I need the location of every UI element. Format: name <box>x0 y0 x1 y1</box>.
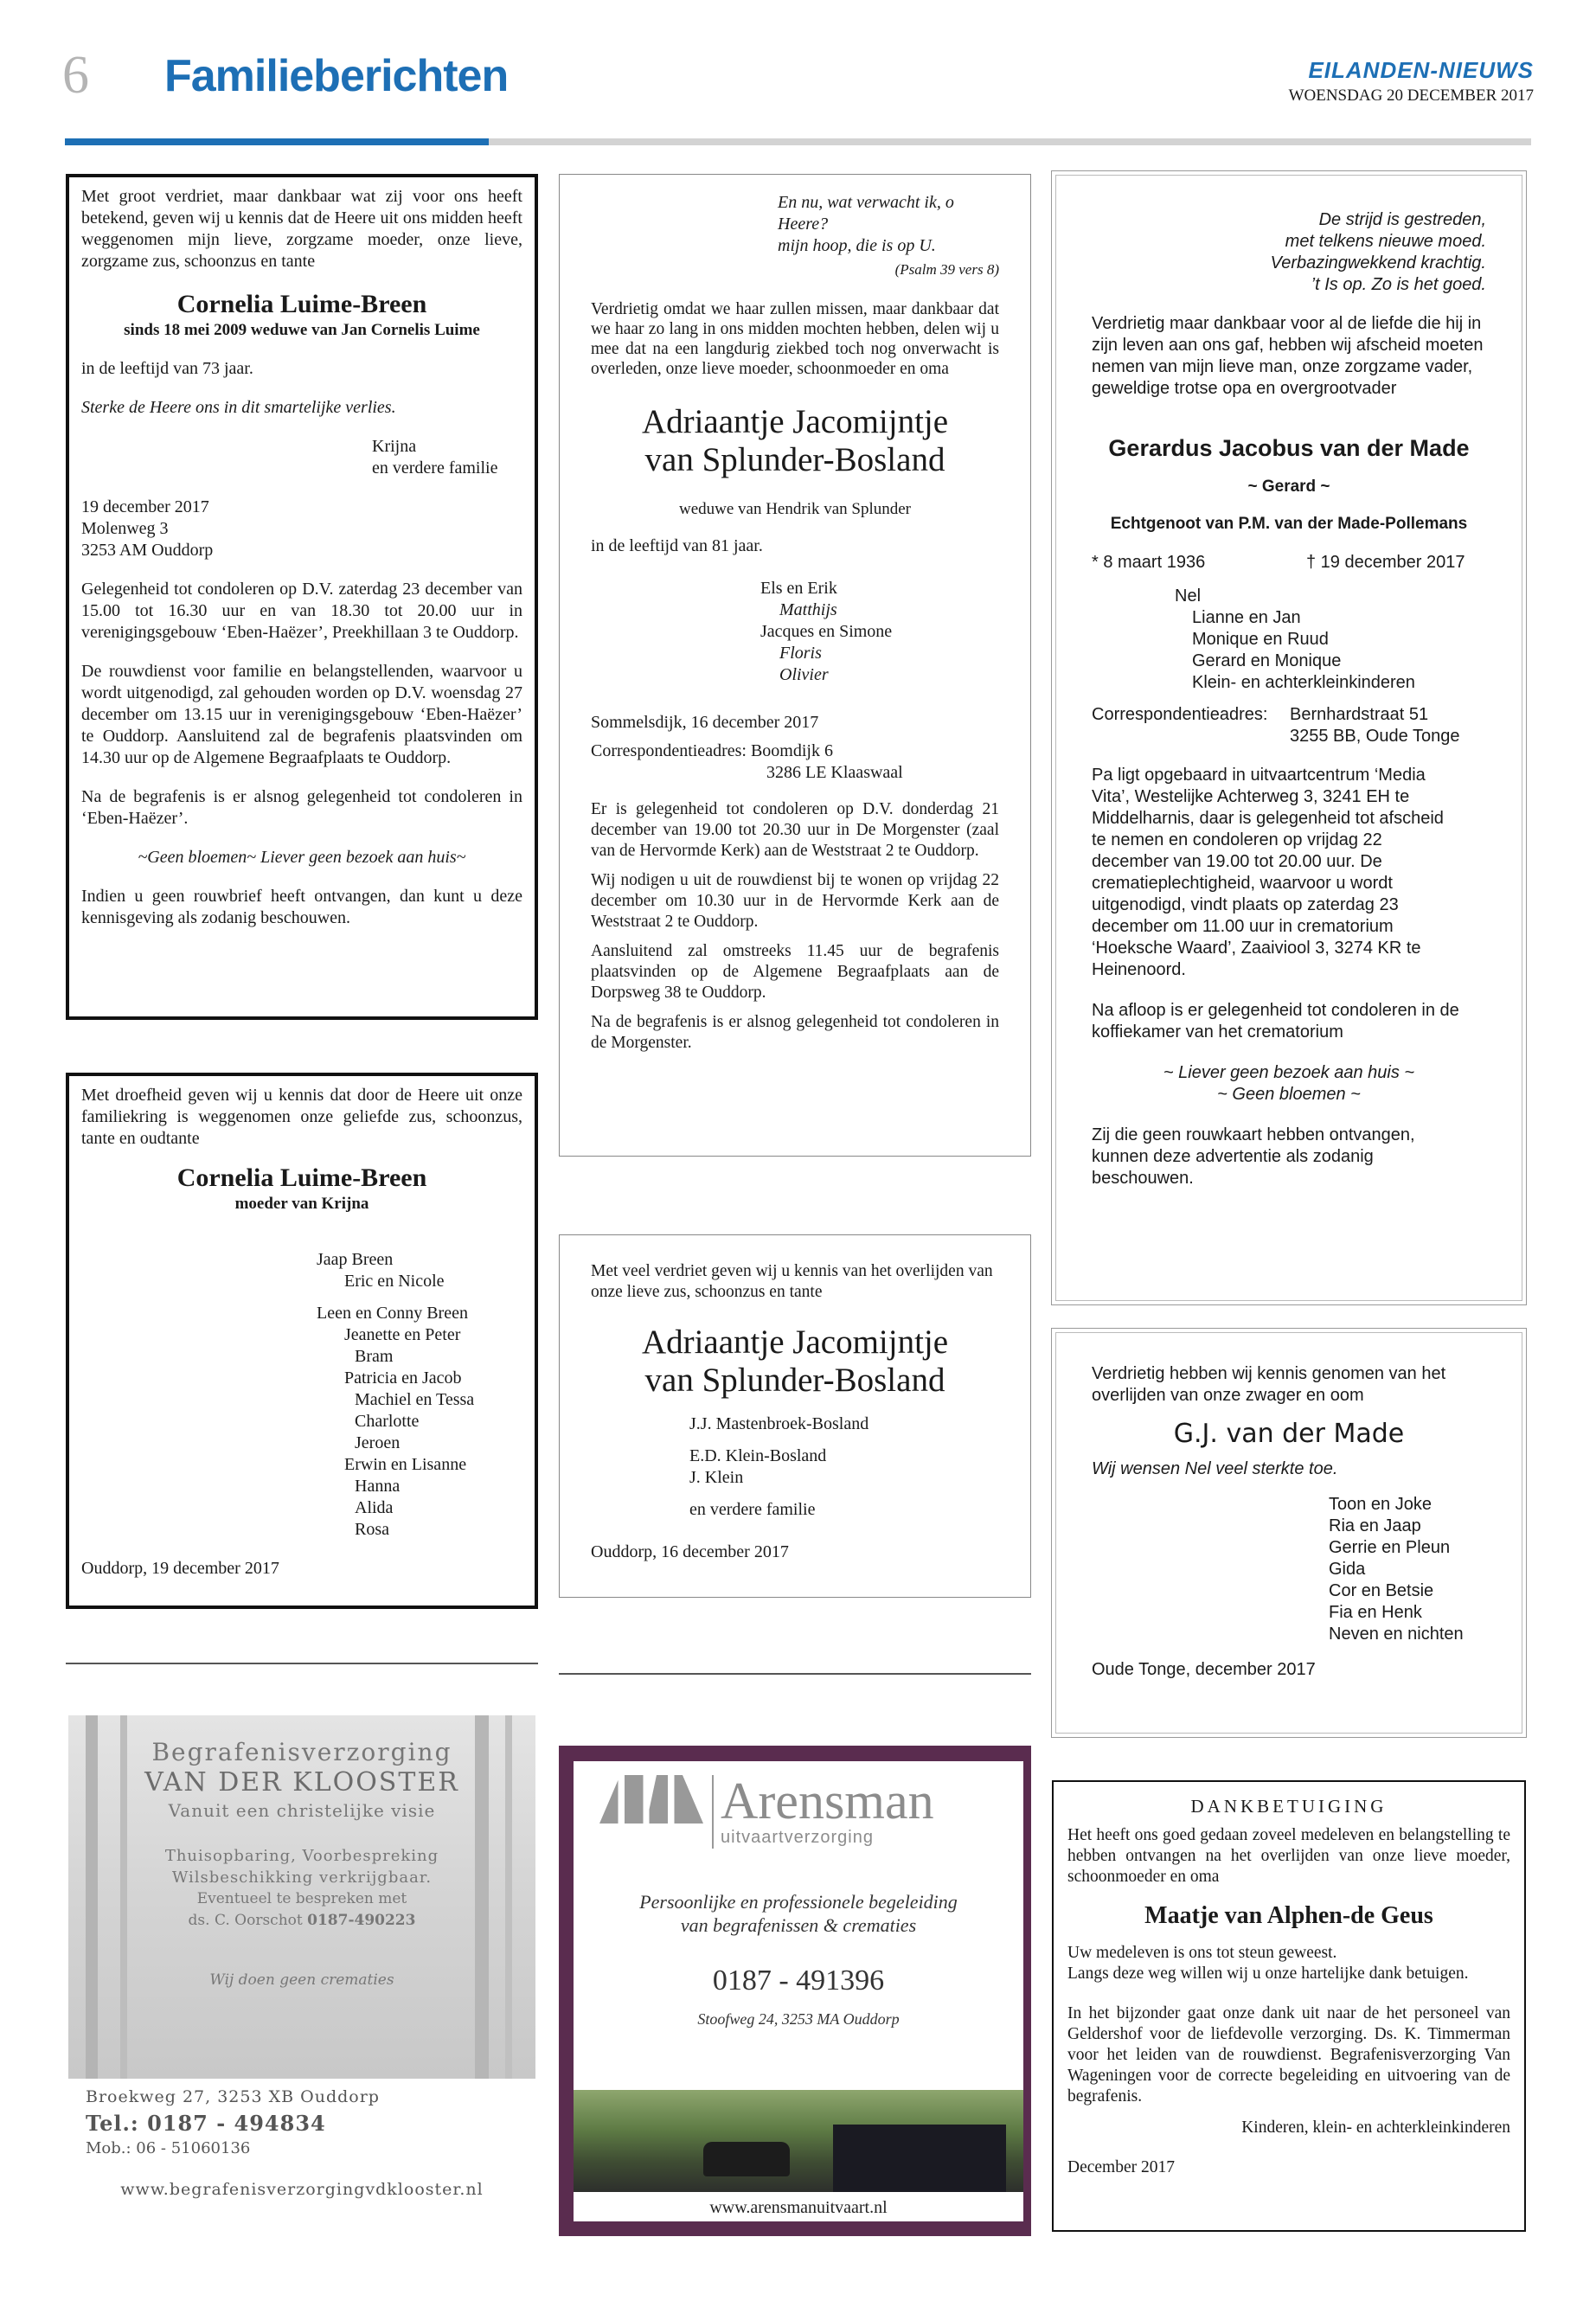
deceased-name: Maatje van Alphen-de Geus <box>1144 1902 1433 1929</box>
column-divider <box>66 1663 538 1664</box>
intro-text: Met droefheid geven wij u kennis dat door de Heere uit onze familiekring is weggenomen onze geliefde zus, schoonzus, tante en oudtante <box>81 1086 522 1148</box>
funeral-photo <box>574 2090 1023 2192</box>
deceased-name: van Splunder-Bosland <box>644 1362 945 1399</box>
poem-line: ’t Is op. Zo is het goed. <box>1311 275 1486 294</box>
family-name: Machiel en Tessa <box>355 1390 475 1409</box>
obituary-luime-breen-family <box>66 1073 538 1609</box>
correspondence-address: Bernhardstraat 51 <box>1290 705 1429 724</box>
birth-date: * 8 maart 1936 <box>1092 553 1206 572</box>
pallbearers-image <box>833 2125 1006 2192</box>
verse-line: En nu, wat verwacht ik, o Heere? <box>778 193 954 234</box>
family-name: Gerard en Monique <box>1192 651 1342 670</box>
family-name: Alida <box>355 1498 394 1517</box>
paragraph: Langs deze weg willen wij u onze hartelijke dank betuigen. <box>1067 1965 1469 1983</box>
footer-line: Ouddorp, 19 december 2017 <box>81 1559 279 1578</box>
family-name: Patricia en Jacob <box>344 1368 462 1388</box>
ad-arensman <box>559 1746 1031 2236</box>
address-line: 3253 AM Ouddorp <box>81 541 214 560</box>
date-line: 19 december 2017 <box>81 497 209 516</box>
verse-reference: (Psalm 39 vers 8) <box>894 261 999 278</box>
column-divider <box>559 1673 1031 1675</box>
thank-you-notice <box>1052 1780 1526 2232</box>
service-line: Thuisopbaring, Voorbespreking <box>164 1847 439 1865</box>
intro-text: Met veel verdriet geven wij u kennis van het overlijden van onze lieve zus, schoonzus en tante <box>591 1262 993 1301</box>
obituary-van-der-made <box>1051 170 1527 1305</box>
poem-line: De strijd is gestreden, <box>1318 210 1486 229</box>
correspondence-address: 3286 LE Klaaswaal <box>766 763 903 782</box>
deceased-name: Adriaantje Jacomijntje <box>641 403 949 440</box>
obituary-gj-van-der-made <box>1051 1328 1527 1738</box>
no-cremation-note: Wij doen geen crematies <box>209 1971 394 1989</box>
deceased-name: Cornelia Luime-Breen <box>176 290 427 318</box>
tagline: van begrafenissen & crematies <box>680 1914 917 1936</box>
family-name: J.J. Mastenbroek-Bosland <box>689 1414 869 1433</box>
family-name: Leen en Conny Breen <box>317 1304 468 1323</box>
paragraph: Aansluitend zal omstreeks 11.45 uur de begrafenis plaatsvinden op de Algemene Begraafplaats aan de Dorpsweg 38 te Ouddorp. <box>591 942 999 1002</box>
paragraph: Zij die geen rouwkaart hebben ontvangen, kunnen deze advertentie als zodanig beschouwen. <box>1092 1125 1415 1188</box>
family-list <box>591 578 999 686</box>
family-name: Fia en Henk <box>1329 1603 1422 1622</box>
obituary-luime-breen <box>66 174 538 1020</box>
nickname: ~ Gerard ~ <box>1247 478 1330 496</box>
correspondence-label: Correspondentieadres: <box>1092 705 1268 724</box>
deceased-name: Cornelia Luime-Breen <box>176 1163 427 1192</box>
family-name: Ria en Jaap <box>1329 1516 1421 1535</box>
family-name: Eric en Nicole <box>344 1272 445 1291</box>
correspondence <box>1092 704 1486 726</box>
family-name: Gerrie en Pleun <box>1329 1538 1451 1557</box>
verse-line: mijn hoop, die is op U. <box>778 236 936 255</box>
family-name: Bram <box>355 1347 394 1366</box>
family-name: Rosa <box>355 1520 389 1539</box>
paragraph: Gelegenheid tot condoleren op D.V. zaterdag 23 december van 15.00 tot 16.30 uur en van 18.30 tot 20.00 uur in verenigingsgebouw ‘Eben-Haëzer’, Preekhillaan 3 te Ouddorp. <box>81 580 522 642</box>
subtitle: sinds 18 mei 2009 weduwe van Jan Cornelis Luime <box>124 321 480 339</box>
paragraph: Het heeft ons goed gedaan zoveel medeleven en belangstelling te hebben ontvangen na het overlijden van onze lieve moeder, schoonmoeder en oma <box>1067 1826 1510 1886</box>
address-line: Molenweg 3 <box>81 519 169 538</box>
family-name: Nel <box>1175 586 1202 606</box>
family-name: Olivier <box>779 665 829 684</box>
address: Broekweg 27, 3253 XB Ouddorp <box>86 2087 380 2106</box>
paragraph: Na afloop is er gelegenheid tot condoleren in de koffiekamer van het crematorium <box>1092 1001 1459 1042</box>
family-list <box>81 1249 522 1541</box>
family-name: en verdere familie <box>372 458 498 478</box>
family-name: Erwin en Lisanne <box>344 1455 467 1474</box>
brand-name: Arensman <box>721 1772 934 1830</box>
paragraph: Na de begrafenis is er alsnog gelegenheid tot condoleren in ‘Eben-Haëzer’. <box>81 787 522 828</box>
service-line: Eventueel te bespreken met <box>196 1890 407 1907</box>
request-line: ~Geen bloemen~ Liever geen bezoek aan huis~ <box>138 848 466 867</box>
poem-line: Verbazingwekkend krachtig. <box>1270 253 1486 272</box>
website-link[interactable]: www.arensmanuitvaart.nl <box>709 2198 888 2217</box>
family-name: Lianne en Jan <box>1192 608 1301 627</box>
hearse-image <box>703 2142 790 2176</box>
poem <box>1092 209 1486 296</box>
correspondence-address: Correspondentieadres: Boomdijk 6 <box>591 741 833 760</box>
intro-text: Verdrietig hebben wij kennis genomen van het overlijden van onze zwager en oom <box>1092 1364 1446 1405</box>
phone: 0187 - 491396 <box>712 1965 885 1997</box>
family-name: Jaap Breen <box>317 1250 394 1269</box>
request-line: ~ Liever geen bezoek aan huis ~ <box>1163 1063 1415 1082</box>
company-type: Begrafenisverzorging <box>151 1738 452 1766</box>
family-name: Jeanette en Peter <box>344 1325 461 1344</box>
family-name: Hanna <box>355 1477 401 1496</box>
family-name: Jacques en Simone <box>760 622 893 641</box>
deceased-name: G.J. van der Made <box>1173 1419 1405 1449</box>
family-name: Charlotte <box>355 1412 420 1431</box>
age-text: in de leeftijd van 73 jaar. <box>81 359 253 378</box>
obituary-van-splunder-bosland <box>559 174 1031 1157</box>
page-number: 6 <box>62 46 89 105</box>
family-name: Jeroen <box>355 1433 401 1452</box>
logo-mark-icon <box>599 1775 703 1823</box>
verse-text: Sterke de Heere ons in dit smartelijke verlies. <box>81 398 396 417</box>
mobile: Mob.: 06 - 51060136 <box>86 2139 251 2157</box>
phone: Tel.: 0187 - 494834 <box>86 2111 326 2136</box>
signature: Kinderen, klein- en achterkleinkinderen <box>1241 2118 1510 2137</box>
contact-name: ds. C. Oorschot <box>188 1912 308 1929</box>
address: Stoofweg 24, 3253 MA Ouddorp <box>697 2010 900 2028</box>
header-rule-accent <box>65 138 489 145</box>
heading: DANKBETUIGING <box>1190 1796 1388 1817</box>
place-date: Sommelsdijk, 16 december 2017 <box>591 713 819 732</box>
obituary-van-splunder-bosland-family <box>559 1234 1031 1598</box>
brand-subtitle: uitvaartverzorging <box>721 1828 874 1847</box>
date-line: December 2017 <box>1067 2158 1175 2176</box>
intro-text: Verdrietig omdat we haar zullen missen, maar dankbaar dat we haar zo lang in ons midden mochten hebben, delen wij u mee dat na een langdurig ziekbed toch nog onverwacht is overleden, onze lieve moeder, schoonmoeder en oma <box>591 300 999 378</box>
family-name: Floris <box>779 644 822 663</box>
dates-row <box>1092 552 1486 574</box>
arensman-logo <box>574 1761 1023 1849</box>
footer-line: Ouddorp, 16 december 2017 <box>591 1542 789 1561</box>
family-name: Neven en nichten <box>1329 1625 1464 1644</box>
correspondence-address: 3255 BB, Oude Tonge <box>1290 727 1460 746</box>
paragraph: Pa ligt opgebaard in uitvaartcentrum ‘Media Vita’, Westelijke Achterweg 3, 3241 EH te Middelharnis, daar is gelegenheid tot afscheid te nemen en condoleren op vrijdag 22 december van 19.00 tot 20.00 uur. De crematieplechtigheid, waarvoor u wordt uitgenodigd, vindt plaats op zaterdag 23 december om 11.00 uur in crematorium ‘Hoeksche Waard’, Zaaiviool 3, 3274 KR te Heinenoord. <box>1092 766 1444 979</box>
publication-logo: EILANDEN-NIEUWS <box>1308 57 1534 83</box>
paragraph: Na de begrafenis is er alsnog gelegenheid tot condoleren in de Morgenster. <box>591 1013 999 1052</box>
paragraph: Uw medeleven is ons tot steun geweest. <box>1067 1944 1337 1962</box>
family-name: E.D. Klein-Bosland <box>689 1446 827 1465</box>
service-line: Wilsbeschikking verkrijgbaar. <box>171 1868 433 1887</box>
wish-text: Wij wensen Nel veel sterkte toe. <box>1092 1459 1338 1478</box>
paragraph: De rouwdienst voor familie en belangstellenden, waarvoor u wordt uitgenodigd, zal gehouden worden op D.V. woensdag 27 december om 13.15 uur in verenigingsgebouw ‘Eben-Haëzer’ te Ouddorp. Aansluitend zal de begrafenis plaatsvinden om 14.30 uur op de Algemene Begraafplaats te Ouddorp. <box>81 662 522 767</box>
footer-line: Oude Tonge, december 2017 <box>1092 1660 1316 1679</box>
age-text: in de leeftijd van 81 jaar. <box>591 536 763 555</box>
issue-date: WOENSDAG 20 DECEMBER 2017 <box>1288 87 1534 105</box>
paragraph: In het bijzonder gaat onze dank uit naar de het personeel van Geldershof voor de liefdevolle verzorging. Ds. K. Timmerman voor het leiden van de rouwdienst. Begrafenisverzorging Van Wageningen voor de correcte begeleiding en uitvoering van de begrafenis. <box>1067 2004 1510 2106</box>
death-date: † 19 december 2017 <box>1306 553 1465 572</box>
section-title: Familieberichten <box>164 51 509 101</box>
request-line: ~ Geen bloemen ~ <box>1217 1085 1361 1104</box>
poem-line: met telkens nieuwe moed. <box>1285 232 1486 251</box>
family-name: Matthijs <box>779 600 837 619</box>
family-list <box>1092 1494 1486 1645</box>
family-name: Monique en Ruud <box>1192 630 1329 649</box>
subtitle: moeder van Krijna <box>234 1195 369 1213</box>
paragraph: Wij nodigen u uit de rouwdienst bij te wonen op vrijdag 22 december om 10.30 uur in de Hervormde Kerk aan de Weststraat 2 te Ouddorp. <box>591 871 999 931</box>
tagline: Vanuit een christelijke visie <box>168 1800 436 1821</box>
family-name: Gida <box>1329 1560 1366 1579</box>
family-name: J. Klein <box>689 1468 744 1487</box>
deceased-name: van Splunder-Bosland <box>644 441 945 478</box>
family-name: Els en Erik <box>760 579 837 598</box>
contact-phone: 0187-490223 <box>307 1912 416 1929</box>
intro-text: Met groot verdriet, maar dankbaar wat zij voor ons heeft betekend, geven wij u kennis dat de Heere uit ons midden heeft weggenomen mijn lieve, zorgzame moeder, onze lieve, zorgzame zus, schoonzus en tante <box>81 187 522 271</box>
paragraph: Er is gelegenheid tot condoleren op D.V. donderdag 21 december van 19.00 tot 20.30 uur in De Morgenster (zaal van de Hervormde Kerk) aan de Weststraat 2 te Ouddorp. <box>591 800 999 860</box>
deceased-name: Adriaantje Jacomijntje <box>641 1324 949 1361</box>
website-link[interactable]: www.begrafenisverzorgingvdklooster.nl <box>120 2180 484 2199</box>
subtitle: weduwe van Hendrik van Splunder <box>678 500 912 518</box>
intro-text: Verdrietig maar dankbaar voor al de liefde die hij in zijn leven aan ons gaf, hebben wij afscheid moeten nemen van mijn lieve man, onze zorgzame vader, geweldige trotse opa en overgrootvader <box>1092 314 1484 398</box>
company-name: VAN DER KLOOSTER <box>144 1767 459 1798</box>
paragraph: Indien u geen rouwbrief heeft ontvangen, dan kunt u deze kennisgeving als zodanig beschouwen. <box>81 887 522 927</box>
family-name: Cor en Betsie <box>1329 1581 1434 1600</box>
family-list <box>1092 586 1486 694</box>
family-name: Klein- en achterkleinkinderen <box>1192 673 1415 692</box>
family-name: Toon en Joke <box>1329 1495 1432 1514</box>
tagline: Persoonlijke en professionele begeleiding <box>639 1891 958 1913</box>
deceased-name: Gerardus Jacobus van der Made <box>1108 435 1470 461</box>
ad-van-der-klooster <box>68 1715 535 2232</box>
family-name: en verdere familie <box>689 1500 816 1519</box>
family-list <box>591 1413 999 1521</box>
spouse-line: Echtgenoot van P.M. van der Made-Pollemans <box>1110 515 1468 533</box>
family-name: Krijna <box>372 437 417 456</box>
